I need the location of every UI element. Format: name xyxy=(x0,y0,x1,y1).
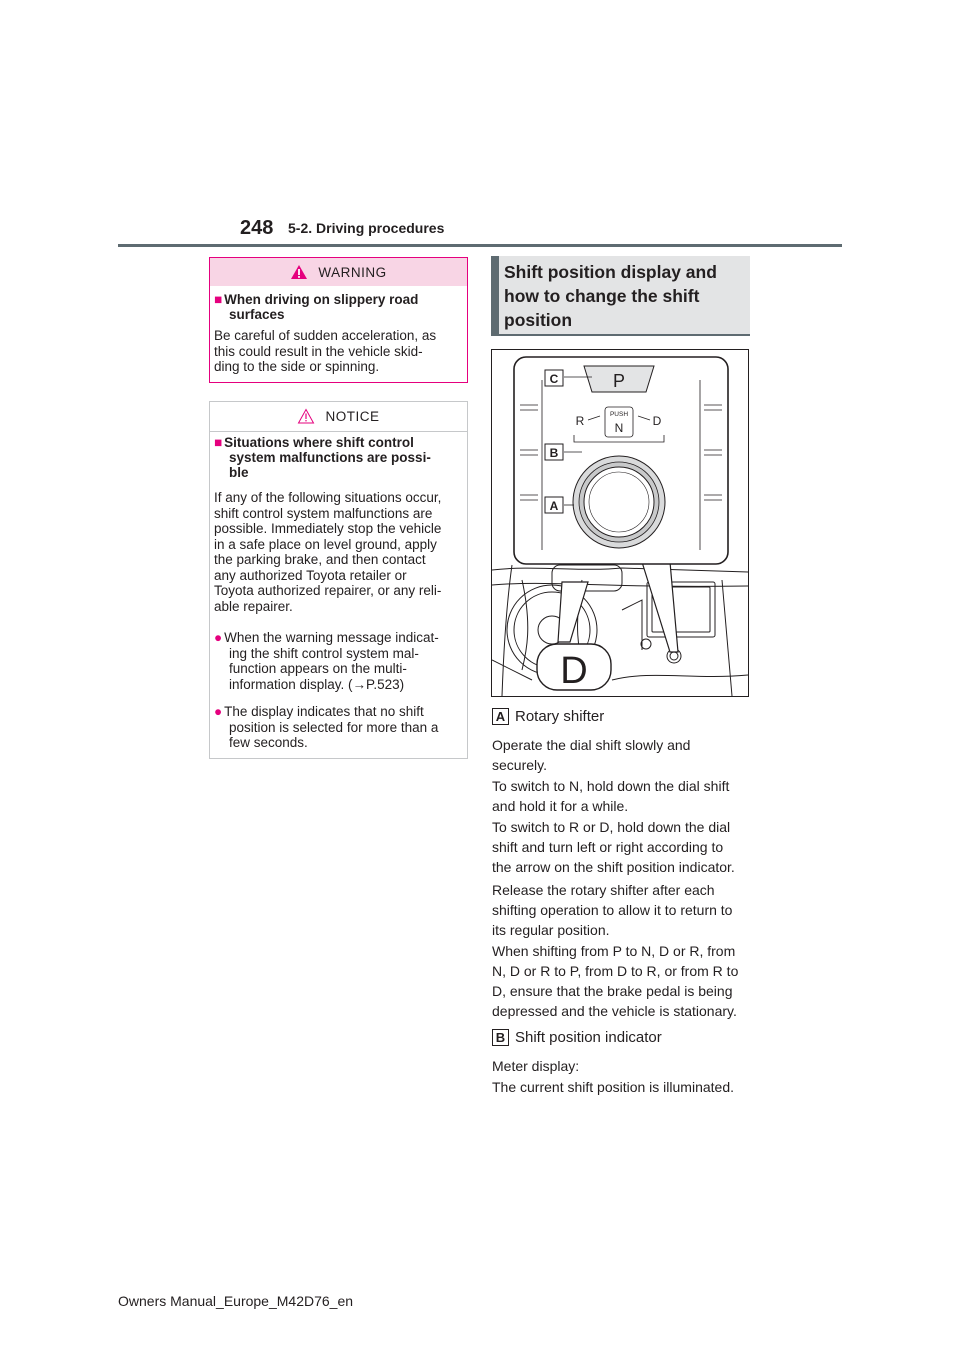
notice-title: NOTICE xyxy=(325,408,380,424)
label-a: A xyxy=(549,499,559,513)
tag-b: B xyxy=(492,1029,509,1046)
label-b: B xyxy=(549,446,559,460)
shift-indicator-heading: B Shift position indicator xyxy=(492,1029,662,1047)
shift-header-accent-bar xyxy=(491,256,499,336)
notice-triangle-icon xyxy=(297,408,315,424)
rotary-para-2: To switch to N, hold down the dial shift and hold it for a while. xyxy=(492,778,730,814)
square-bullet-icon: ■ xyxy=(214,435,223,450)
round-bullet-icon: ● xyxy=(214,704,223,719)
rotary-para-1: Operate the dial shift slowly and securely. xyxy=(492,737,691,773)
indicator-para-2: The current shift position is illuminated. xyxy=(492,1079,734,1095)
notice-heading: ■ Situations where shift control system malfunctions are possi- ble xyxy=(214,435,431,480)
notice-header xyxy=(210,402,467,430)
shift-header-underline xyxy=(491,334,750,336)
warning-body: Be careful of sudden acceleration, as this could result in the vehicle skid- ding to the side or spinning. xyxy=(214,328,437,374)
gear-p-label: P xyxy=(612,371,626,391)
rotary-para-5: When shifting from P to N, D or R, from N, D or R to P, from D to R, or from R to D, ensure that the brake pedal is being depressed and the vehicle is stationary. xyxy=(492,943,739,1019)
shifter-illustration xyxy=(491,349,749,697)
rotary-para-4: Release the rotary shifter after each shifting operation to allow it to return to its regular position. xyxy=(492,882,733,938)
notice-bullet-2: ● The display indicates that no shift position is selected for more than a few seconds. xyxy=(214,704,439,750)
round-bullet-icon: ● xyxy=(214,630,223,645)
shifter-diagram xyxy=(492,350,748,696)
gear-d-label: D xyxy=(652,414,662,428)
callout-gear-d: D xyxy=(560,650,588,692)
indicator-para-1: Meter display: xyxy=(492,1058,580,1074)
notice-divider xyxy=(210,431,467,432)
label-c: C xyxy=(549,372,559,386)
page-number: 248 xyxy=(240,217,274,239)
warning-title: WARNING xyxy=(318,264,387,280)
warning-heading: ■ When driving on slippery road surfaces xyxy=(214,292,419,322)
rotary-shifter-heading: A Rotary shifter xyxy=(492,708,604,726)
warning-header xyxy=(210,258,467,286)
rotary-para-3: To switch to R or D, hold down the dial shift and turn left or right according to the arrow on the shift position indicator. xyxy=(492,819,735,875)
notice-body: If any of the following situations occur, shift control system malfunctions are possible. Immediately stop the vehicle in a safe place on level ground, apply the parking brake, and then contact any authorized Toyota retailer or Toyota authorized repairer, or any reli- able repairer. xyxy=(214,490,442,614)
warning-box xyxy=(209,257,468,383)
shift-section-title: Shift position display and how to change the shift position xyxy=(504,262,717,330)
push-label: PUSH xyxy=(609,411,629,418)
gear-n-label: N xyxy=(614,421,624,435)
warning-triangle-icon xyxy=(290,264,308,280)
section-title: 5-2. Driving procedures xyxy=(288,220,445,236)
tag-a: A xyxy=(492,708,509,725)
square-bullet-icon: ■ xyxy=(214,292,223,307)
footer-text: Owners Manual_Europe_M42D76_en xyxy=(118,1293,354,1309)
notice-box xyxy=(209,401,468,759)
gear-r-label: R xyxy=(575,414,585,428)
header-rule xyxy=(118,244,842,247)
notice-bullet-1: ● When the warning message indicat- ing the shift control system mal- function appears on the multi- information display. (→P.523) xyxy=(214,630,439,692)
